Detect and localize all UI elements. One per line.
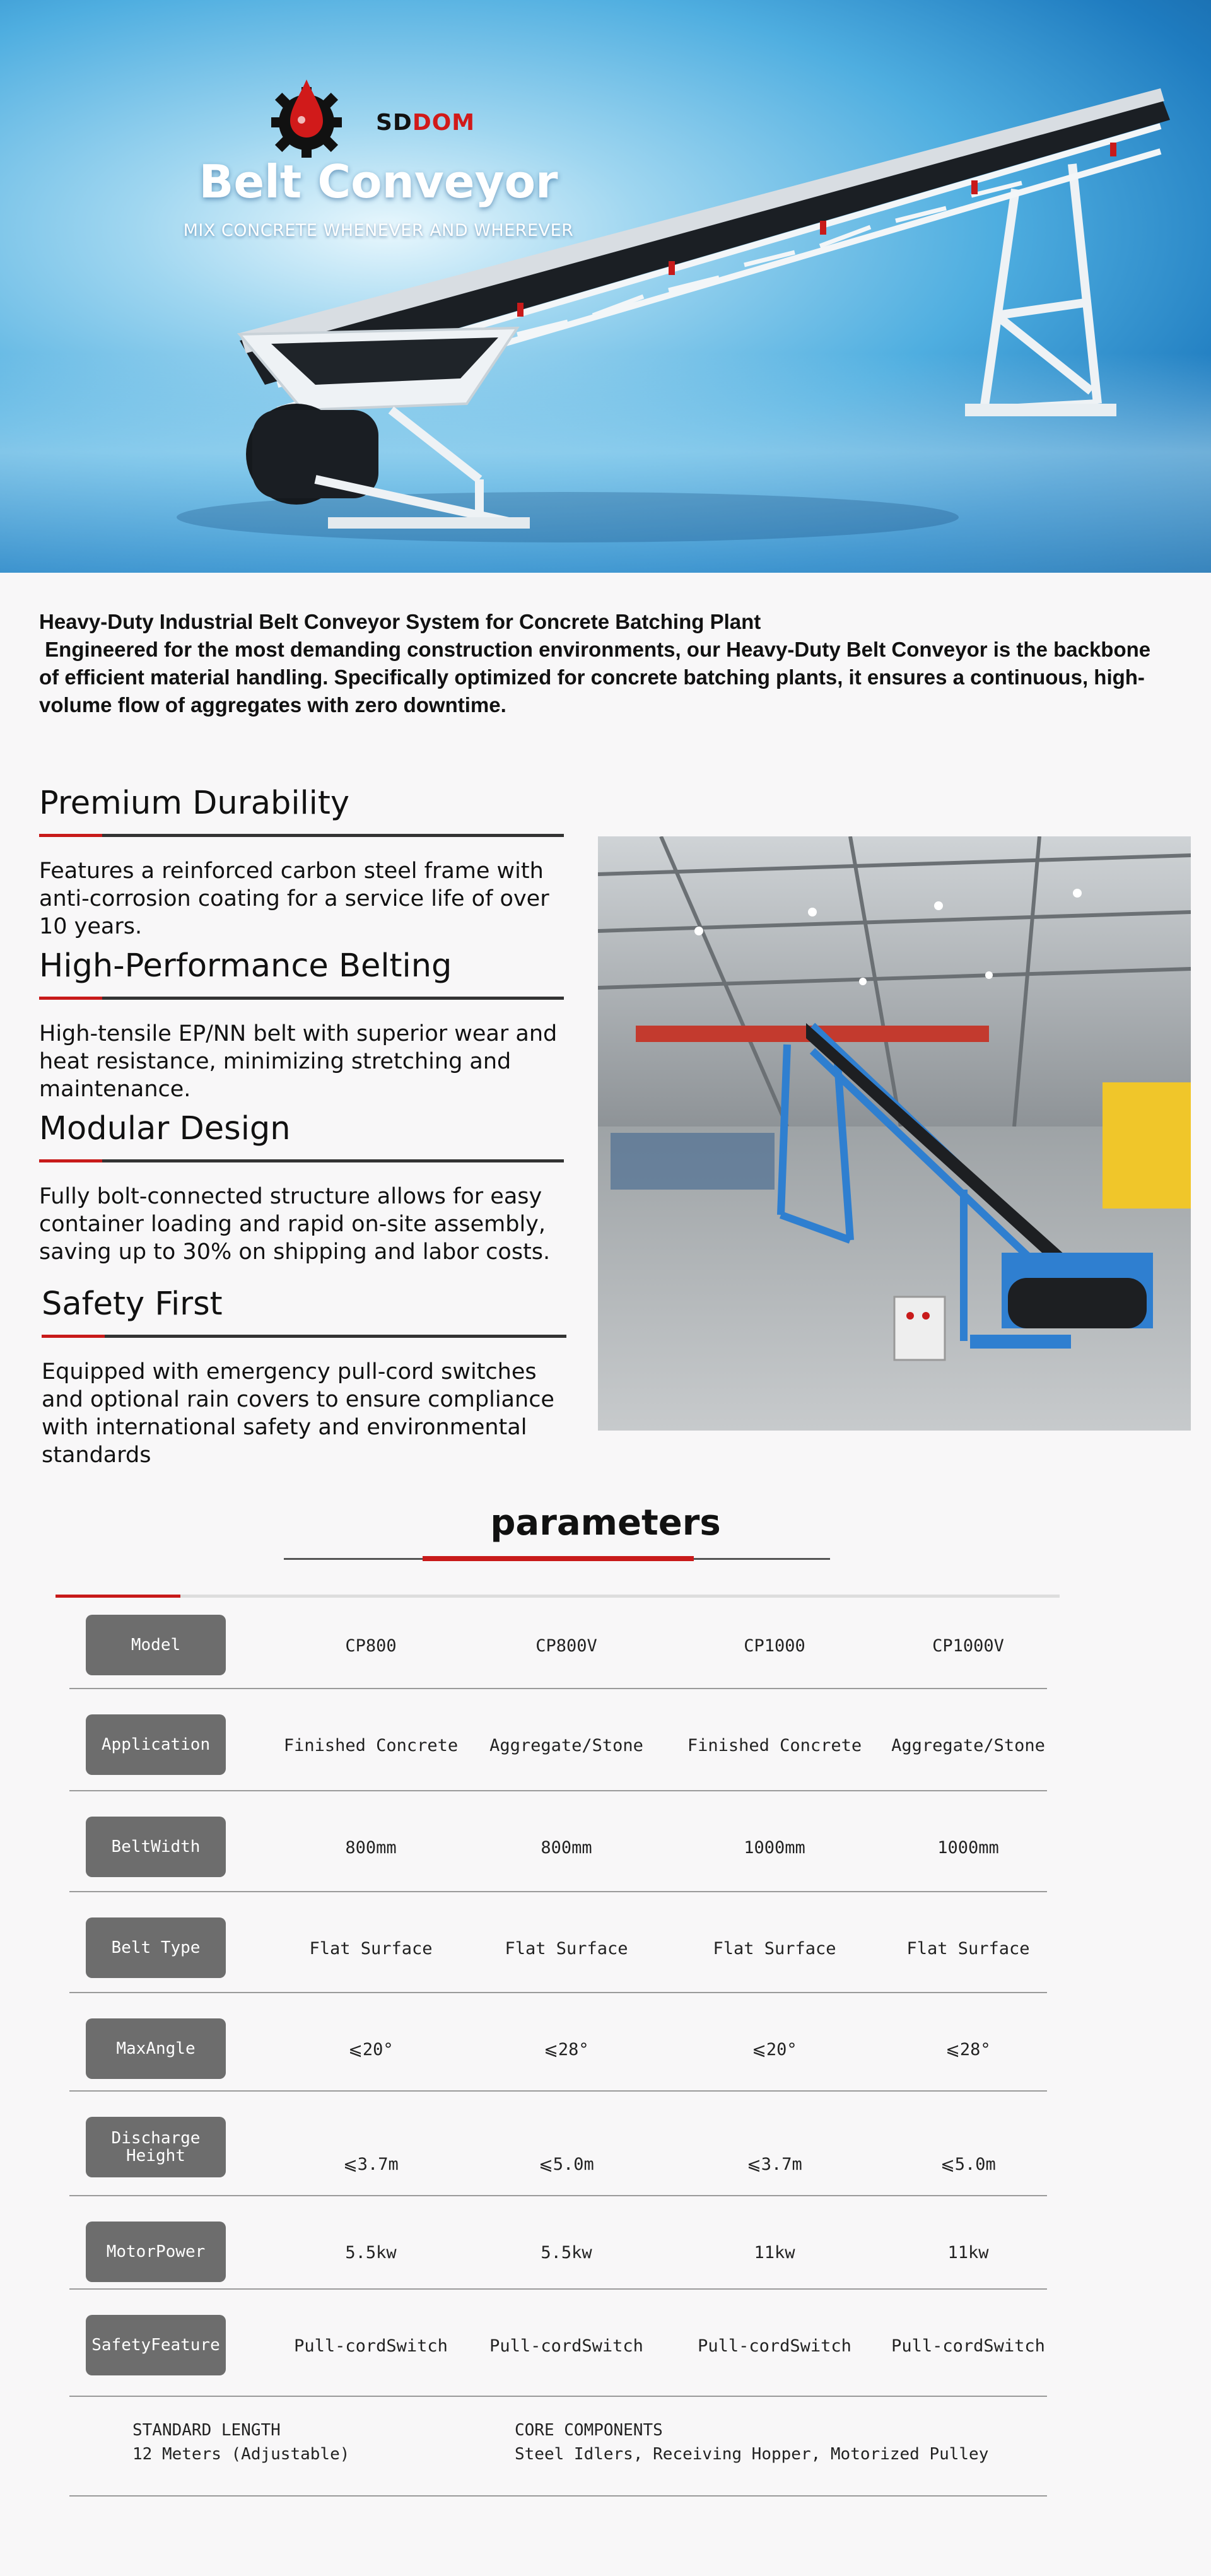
parameter-label: SafetyFeature [86,2315,226,2375]
parameter-value: ⩽20° [752,2040,797,2059]
parameter-label: MotorPower [86,2222,226,2282]
feature-divider [42,1335,566,1338]
feature-title: Modular Design [39,1110,291,1147]
hero-subtitle: MIX CONCRETE WHENEVER AND WHEREVER [183,221,574,240]
parameter-value: CP800V [535,1636,597,1656]
feature-title: Safety First [42,1285,223,1323]
belt-conveyor-illustration [0,0,1211,573]
feature-modular-design [39,1110,569,1266]
feature-title: High-Performance Belting [39,947,452,985]
parameter-value: Finished Concrete [283,1736,459,1755]
standard-length-note [132,2418,511,2466]
row-divider [69,2090,1047,2092]
parameters-title: parameters [490,1502,721,1543]
parameter-value: Aggregate/Stone [489,1736,643,1755]
parameters-top-divider [56,1595,1060,1598]
parameter-value: ⩽20° [348,2040,394,2059]
parameter-value: Flat Surface [713,1939,836,1958]
parameters-bottom-divider [69,2495,1047,2497]
row-divider [69,1891,1047,1892]
parameter-value: 1000mm [937,1838,999,1858]
parameter-value: ⩽5.0m [940,2155,996,2174]
brand-name-part2: DOM [412,110,476,136]
parameter-label: Model [86,1615,226,1675]
feature-divider [39,997,564,1000]
factory-conveyor-photo [598,836,1191,1431]
parameter-value: ⩽3.7m [747,2155,802,2174]
feature-text: Equipped with emergency pull-cord switches and optional rain covers to ensure compliance with international safety and environmental standards [42,1359,554,1468]
brand-name-part1: SD [376,110,412,136]
parameter-value: Finished Concrete [687,1736,862,1755]
feature-title: Premium Durability [39,785,350,822]
parameter-value: Flat Surface [505,1939,628,1958]
row-divider [69,1790,1047,1791]
row-divider [69,1688,1047,1689]
parameter-label: Application [86,1714,226,1775]
parameter-value: Pull-cordSwitch [698,2336,851,2356]
parameter-value: ⩽3.7m [343,2155,399,2174]
intro-section [39,608,1168,719]
parameter-value: Pull-cordSwitch [294,2336,448,2356]
feature-premium-durability [39,785,569,940]
parameter-label: MaxAngle [86,2018,226,2079]
parameter-value: ⩽28° [544,2040,589,2059]
feature-divider [39,834,564,837]
parameter-value: Pull-cordSwitch [891,2336,1045,2356]
feature-text: High-tensile EP/NN belt with superior wear and heat resistance, minimizing stretching and maintenance. [39,1021,558,1102]
standard-length-label: STANDARD LENGTH [132,2421,281,2440]
hero-banner [0,0,1211,573]
feature-safety-first [42,1285,571,1469]
parameter-value: Pull-cordSwitch [489,2336,643,2356]
parameters-title-divider [284,1558,830,1560]
core-components-value: Steel Idlers, Receiving Hopper, Motorized Pulley [515,2445,989,2464]
standard-length-value: 12 Meters (Adjustable) [132,2445,350,2464]
parameter-label: Discharge Height [86,2117,226,2177]
feature-high-performance-belting [39,947,569,1103]
parameter-label: Belt Type [86,1917,226,1978]
parameter-label: BeltWidth [86,1817,226,1877]
parameter-value: Flat Surface [309,1939,433,1958]
parameter-value: 11kw [947,2243,989,2263]
factory-conveyor-image [598,836,1191,1431]
parameter-value: 1000mm [744,1838,805,1858]
parameter-value: CP800 [345,1636,397,1656]
parameter-value: 5.5kw [345,2243,397,2263]
feature-text: Fully bolt-connected structure allows for easy container loading and rapid on-site assembly, saving up to 30% on shipping and labor costs. [39,1184,551,1265]
feature-divider [39,1159,564,1162]
parameter-value: Aggregate/Stone [891,1736,1045,1755]
row-divider [69,2288,1047,2290]
brand-name [376,110,475,136]
parameter-value: CP1000 [744,1636,805,1656]
row-divider [69,2195,1047,2196]
parameter-value: 800mm [541,1838,592,1858]
row-divider [69,1992,1047,1993]
parameter-value: ⩽5.0m [539,2155,594,2174]
parameter-value: 800mm [345,1838,397,1858]
intro-body: Engineered for the most demanding construction environments, our Heavy-Duty Belt Conveyor is the backbone of efficient material handling. Specifically optimized for concrete batching plants, it ensures a continuous, high-volume flow of aggregates with zero downtime. [39,638,1157,717]
parameter-value: 5.5kw [541,2243,592,2263]
parameter-value: 11kw [754,2243,795,2263]
row-divider [69,2396,1047,2397]
intro-heading: Heavy-Duty Industrial Belt Conveyor System for Concrete Batching Plant [39,610,761,633]
core-components-label: CORE COMPONENTS [515,2421,663,2440]
sddom-gear-logo-icon [262,73,351,161]
feature-text: Features a reinforced carbon steel frame with anti-corrosion coating for a service life of over 10 years. [39,858,549,939]
core-components-note [515,2418,1145,2466]
parameter-value: Flat Surface [906,1939,1030,1958]
parameter-value: ⩽28° [945,2040,991,2059]
parameter-value: CP1000V [932,1636,1004,1656]
hero-title: Belt Conveyor [199,155,558,208]
